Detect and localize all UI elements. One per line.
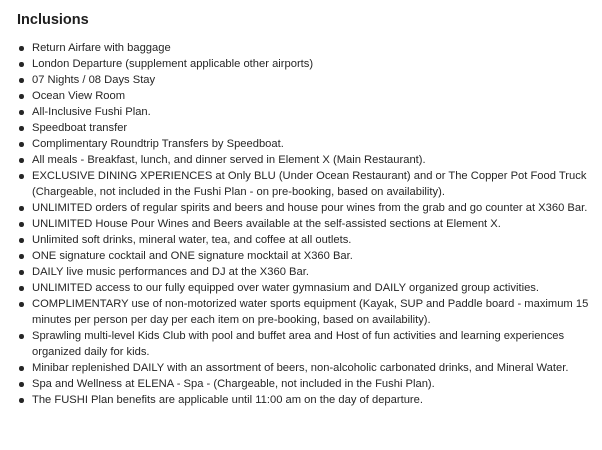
list-item: COMPLIMENTARY use of non-motorized water sports equipment (Kayak, SUP and Paddle board - maximum 15 minutes per person per day per each item on pre-booking, based on availability).	[17, 296, 592, 328]
list-item: UNLIMITED orders of regular spirits and beers and house pour wines from the grab and go counter at X360 Bar.	[17, 200, 592, 216]
list-item: Ocean View Room	[17, 88, 592, 104]
list-item: Complimentary Roundtrip Transfers by Speedboat.	[17, 136, 592, 152]
list-item: Minibar replenished DAILY with an assortment of beers, non-alcoholic carbonated drinks, and Mineral Water.	[17, 360, 592, 376]
list-item: Speedboat transfer	[17, 120, 592, 136]
list-item: ONE signature cocktail and ONE signature mocktail at X360 Bar.	[17, 248, 592, 264]
list-item: The FUSHI Plan benefits are applicable until 11:00 am on the day of departure.	[17, 392, 592, 408]
inclusions-list	[17, 40, 592, 408]
list-item: Spa and Wellness at ELENA - Spa - (Chargeable, not included in the Fushi Plan).	[17, 376, 592, 392]
list-item: Unlimited soft drinks, mineral water, tea, and coffee at all outlets.	[17, 232, 592, 248]
list-item: Sprawling multi-level Kids Club with pool and buffet area and Host of fun activities and learning experiences organized daily for kids.	[17, 328, 592, 360]
list-item: UNLIMITED access to our fully equipped over water gymnasium and DAILY organized group activities.	[17, 280, 592, 296]
list-item: All meals - Breakfast, lunch, and dinner served in Element X (Main Restaurant).	[17, 152, 592, 168]
list-item: DAILY live music performances and DJ at the X360 Bar.	[17, 264, 592, 280]
list-item: All-Inclusive Fushi Plan.	[17, 104, 592, 120]
list-item: EXCLUSIVE DINING XPERIENCES at Only BLU (Under Ocean Restaurant) and or The Copper Pot Food Truck (Chargeable, not included in the Fushi Plan - on pre-booking, based on availability).	[17, 168, 592, 200]
list-item: UNLIMITED House Pour Wines and Beers available at the self-assisted sections at Element X.	[17, 216, 592, 232]
list-item: Return Airfare with baggage	[17, 40, 592, 56]
section-title: Inclusions	[17, 12, 89, 28]
list-item: London Departure (supplement applicable other airports)	[17, 56, 592, 72]
list-item: 07 Nights / 08 Days Stay	[17, 72, 592, 88]
